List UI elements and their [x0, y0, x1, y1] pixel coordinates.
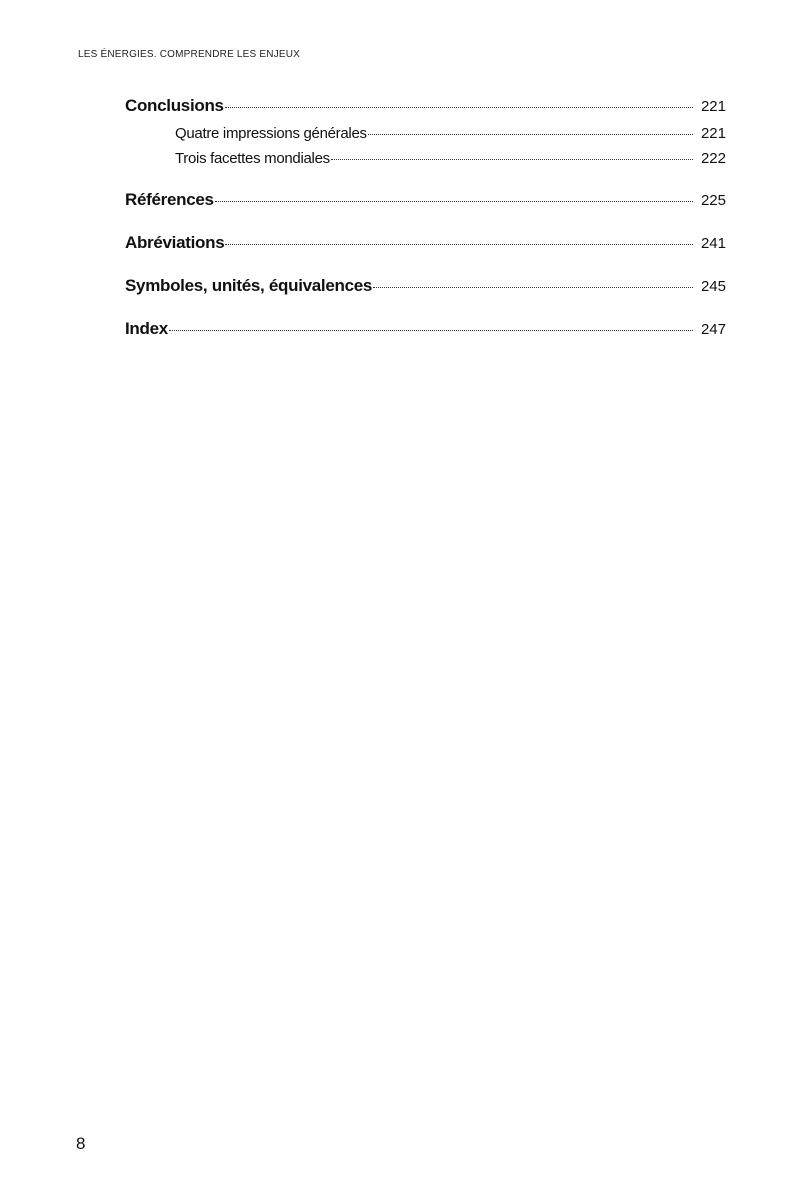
toc-entry-label: Conclusions: [125, 96, 224, 115]
toc-subentry-quatre-impressions: [125, 125, 726, 142]
dot-leader: [368, 134, 693, 135]
dot-leader: [331, 159, 693, 160]
toc-entry-page: 225: [700, 192, 726, 209]
toc-entry-page: 221: [700, 125, 726, 142]
toc-entry-page: 221: [700, 98, 726, 115]
toc-entry-page: 241: [700, 235, 726, 252]
running-header: LES ÉNERGIES. COMPRENDRE LES ENJEUX: [78, 49, 301, 60]
toc-entry-page: 222: [700, 150, 726, 167]
page-number: 8: [76, 1134, 86, 1153]
dot-leader: [215, 201, 693, 202]
toc-entry-label: Trois facettes mondiales: [175, 150, 330, 167]
toc-entry-page: 247: [700, 321, 726, 338]
toc-entry-index: [125, 319, 726, 339]
toc-entry-label: Références: [125, 190, 214, 209]
toc-entry-label: Quatre impressions générales: [175, 125, 367, 142]
toc-entry-conclusions: [125, 96, 726, 116]
toc-entry-label: Abréviations: [125, 233, 225, 252]
dot-leader: [225, 244, 693, 245]
toc-entry-references: [125, 190, 726, 210]
toc-entry-label: Symboles, unités, équivalences: [125, 276, 373, 295]
dot-leader: [169, 330, 693, 331]
toc-entry-symboles: [125, 276, 726, 296]
dot-leader: [225, 107, 693, 108]
toc-entry-label: Index: [125, 319, 168, 338]
dot-leader: [373, 287, 693, 288]
toc-entry-page: 245: [700, 278, 726, 295]
toc-entry-abreviations: [125, 233, 726, 253]
toc-subentry-trois-facettes: [125, 150, 726, 167]
